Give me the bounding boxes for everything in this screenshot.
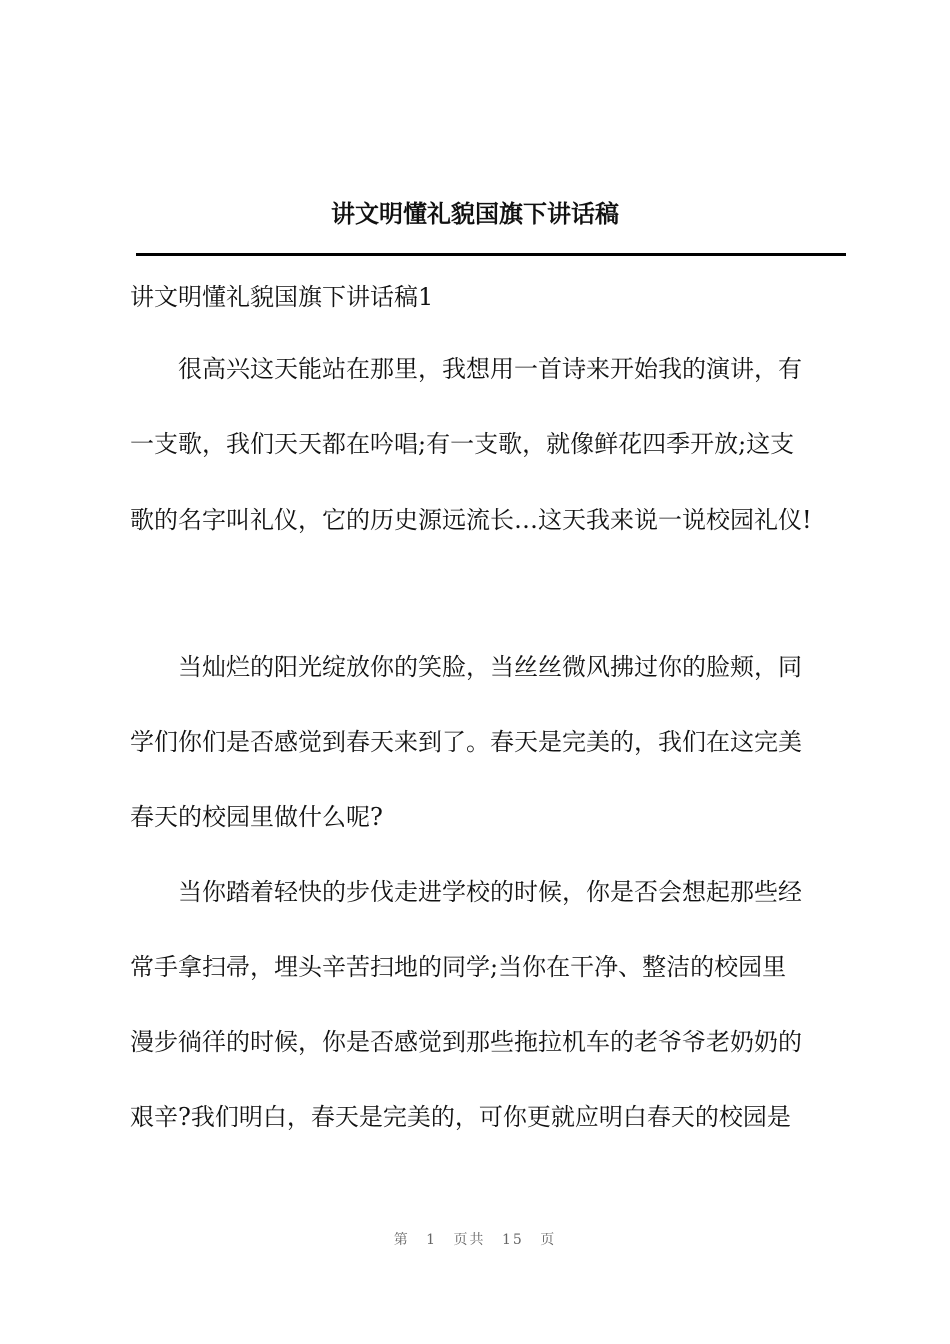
body-line: 漫步徜徉的时候，你是否感觉到那些拖拉机车的老爷爷老奶奶的 (130, 1028, 802, 1056)
body-line: 一支歌，我们天天都在吟唱;有一支歌，就像鲜花四季开放;这支 (130, 430, 795, 458)
body-line: 常手拿扫帚，埋头辛苦扫地的同学;当你在干净、整洁的校园里 (130, 953, 787, 981)
body-line: 当你踏着轻快的步伐走进学校的时候，你是否会想起那些经 (130, 878, 802, 906)
body-line: 当灿烂的阳光绽放你的笑脸，当丝丝微风拂过你的脸颊，同 (130, 653, 802, 681)
body-line: 学们你们是否感觉到春天来到了。春天是完美的，我们在这完美 (130, 728, 802, 756)
page-number-footer: 第 1 页共 15 页 (393, 1232, 557, 1248)
body-line: 歌的名字叫礼仪，它的历史源远流长…这天我来说一说校园礼仪! (130, 506, 812, 534)
body-line: 艰辛?我们明白，春天是完美的，可你更就应明白春天的校园是 (130, 1103, 791, 1131)
document-title: 讲文明懂礼貌国旗下讲话稿 (331, 199, 619, 228)
body-line: 春天的校园里做什么呢? (130, 803, 383, 831)
section-heading: 讲文明懂礼貌国旗下讲话稿1 (130, 283, 434, 311)
body-line: 很高兴这天能站在那里，我想用一首诗来开始我的演讲，有 (130, 355, 802, 383)
title-underline (136, 253, 846, 256)
